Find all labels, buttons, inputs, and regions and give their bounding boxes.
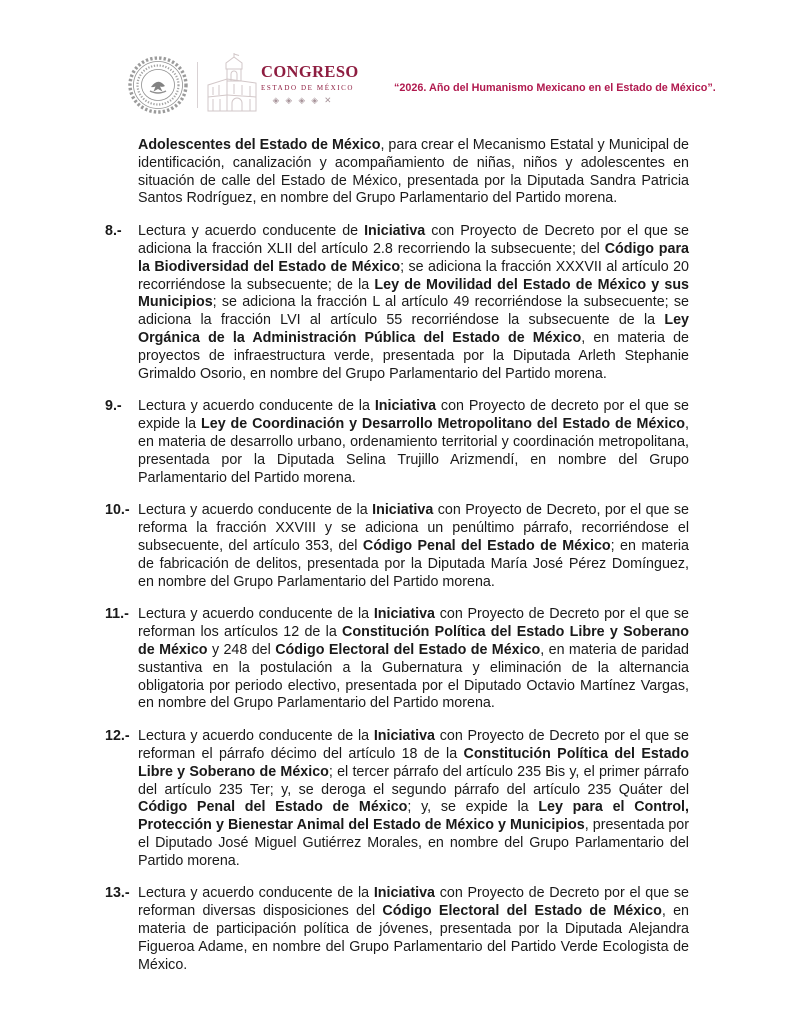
- bold-text-run: Código Penal del Estado de México: [138, 799, 408, 816]
- bold-text-run: Iniciativa: [374, 398, 437, 415]
- agenda-item-text: [138, 502, 689, 591]
- agenda-item: [105, 606, 689, 713]
- text-run: , para crear el Mecanismo Estatal y Municipal de identificación, canalización y acompañamiento de niñas, niños y adolescentes en situación de calle del Estado de México, presentada por la Diputada Sandra Patricia Santos Rodríguez, en nombre del Grupo Parlamentario del Partido morena.: [138, 137, 690, 207]
- text-run: con Proyecto de Decreto por el que se adiciona la fracción XLII del artículo 2.8 recorriendo la subsecuente; del: [138, 223, 689, 257]
- text-run: Lectura y acuerdo conducente de la: [138, 885, 374, 902]
- text-run: Lectura y acuerdo conducente de la: [138, 398, 375, 415]
- text-run: ; se adiciona la fracción XXXVII al artículo 20 recorriéndose la subsecuente; de la: [138, 258, 689, 293]
- text-run: Lectura y acuerdo conducente de la: [138, 502, 373, 519]
- text-run: con Proyecto de Decreto por el que se reforman diversas disposiciones del: [138, 885, 689, 920]
- congress-subtitle: ESTADO DE MÉXICO: [261, 83, 355, 92]
- bold-text-run: Constitución Política del Estado Libre y Soberano de México: [138, 745, 689, 780]
- text-run: y 248 del: [207, 641, 276, 658]
- agenda-item-number: 10.-: [105, 502, 130, 519]
- text-run: con Proyecto de Decreto por el que se reforman los artículos 12 de la: [138, 606, 689, 641]
- agenda-item-text: [138, 606, 689, 713]
- agenda-item: [105, 502, 689, 591]
- congress-wordmark-block: [261, 62, 359, 106]
- agenda-item-number: 12.-: [105, 728, 130, 745]
- bold-text-run: Código Penal del Estado de México: [362, 537, 611, 554]
- document-content: [105, 137, 689, 974]
- text-run: , en materia de proyectos de infraestructura verde, presentada por la Diputada Arleth Stephanie Grimaldo Osorio, en nombre del Grupo Parlamentario del Partido morena.: [138, 329, 689, 382]
- congress-building-icon: [204, 53, 260, 117]
- legislature-seal-icon: [128, 56, 188, 114]
- agenda-item: [105, 728, 689, 870]
- bold-text-run: Iniciativa: [373, 606, 436, 623]
- agenda-items-list: [105, 223, 689, 974]
- bold-text-run: Iniciativa: [373, 885, 436, 902]
- agenda-item: [105, 223, 689, 383]
- text-run: ; en materia de fabricación de delitos, presentada por la Diputada María José Pérez Domínguez, en nombre del Grupo Parlamentario del Partido morena.: [138, 537, 689, 590]
- text-run: con Proyecto de decreto por el que se expide la: [138, 398, 689, 433]
- bold-text-run: Código para la Biodiversidad del Estado de México: [138, 240, 689, 275]
- agenda-item-number: 8.-: [105, 223, 122, 240]
- text-run: Lectura y acuerdo conducente de la: [138, 606, 374, 623]
- text-run: , en materia de participación política de jóvenes, presentada por la Diputada Alejandra Figueroa Adame, en nombre del Grupo Parlamentario del Partido Verde Ecologista de México.: [138, 903, 689, 973]
- text-run: , en materia de paridad sustantiva en la postulación a la Gubernatura y eliminación de la alternancia obligatoria por periodo electivo, presentada por el Diputado Octavio Martínez Vargas, en nombre del Grupo Parlamentario del Partido morena.: [138, 641, 689, 712]
- bold-text-run: Ley Orgánica de la Administración Pública del Estado de México: [138, 312, 689, 346]
- text-run: , presentada por el Diputado José Miguel Gutiérrez Morales, en nombre del Grupo Parlamentario del Partido morena.: [138, 817, 690, 869]
- agenda-item-number: 9.-: [105, 398, 122, 415]
- page-header: [0, 0, 791, 132]
- text-run: con Proyecto de Decreto por el que se reforman el párrafo décimo del artículo 18 de la: [138, 728, 689, 762]
- bold-text-run: Ley de Movilidad del Estado de México y sus Municipios: [138, 276, 689, 311]
- bold-text-run: Iniciativa: [364, 223, 426, 240]
- agenda-item-text: [138, 885, 689, 974]
- agenda-item-number: 13.-: [105, 885, 130, 902]
- bold-text-run: Código Electoral del Estado de México: [275, 641, 541, 658]
- text-run: con Proyecto de Decreto, por el que se reforma la fracción XXVIII y se adiciona un penúltimo párrafo, recorriéndose el subsecuente, del artículo 353, del: [138, 502, 689, 554]
- agenda-item: [105, 398, 689, 487]
- congress-wordmark: CONGRESO: [261, 62, 359, 81]
- intro-paragraph: [138, 137, 689, 208]
- agenda-item-text: [138, 223, 689, 383]
- bold-text-run: Código Electoral del Estado de México: [382, 903, 662, 920]
- bold-text-run: Iniciativa: [373, 728, 436, 745]
- brand-ornaments-icon: ◈ ◈ ◈ ◈ ✕: [272, 94, 334, 105]
- bold-text-run: Ley de Coordinación y Desarrollo Metropolitano del Estado de México: [201, 416, 686, 433]
- header-divider: [197, 62, 198, 108]
- bold-text-run: Adolescentes del Estado de México: [138, 137, 381, 153]
- bold-text-run: Ley para el Control, Protección y Bienestar Animal del Estado de México y Municipios: [138, 799, 690, 834]
- text-run: ; se adiciona la fracción L al artículo 49 recorriéndose la subsecuente; se adiciona la fracción LVI al artículo 55 recorriéndose la subsecuente de la: [138, 294, 689, 329]
- agenda-item-text: [138, 728, 689, 870]
- text-run: ; y, se expide la: [407, 799, 539, 816]
- bold-text-run: Constitución Política del Estado Libre y Soberano de México: [138, 624, 689, 658]
- year-motto: “2026. Año del Humanismo Mexicano en el Estado de México”.: [394, 82, 716, 94]
- text-run: ; el tercer párrafo del artículo 235 Bis y, el primer párrafo del artículo 235 Ter; y, se deroga el segundo párrafo del artículo 235 Quáter del: [138, 763, 690, 798]
- text-run: Lectura y acuerdo conducente de la: [138, 728, 374, 745]
- agenda-item: [105, 885, 689, 974]
- text-run: Lectura y acuerdo conducente de: [138, 223, 365, 240]
- text-run: , en materia de desarrollo urbano, ordenamiento territorial y coordinación metropolitana, presentada por la Diputada Selina Trujillo Arizmendí, en nombre del Grupo Parlamentario del Partido morena.: [138, 416, 689, 486]
- bold-text-run: Iniciativa: [372, 502, 434, 519]
- agenda-item-number: 11.-: [105, 606, 129, 623]
- agenda-item-text: [138, 398, 689, 487]
